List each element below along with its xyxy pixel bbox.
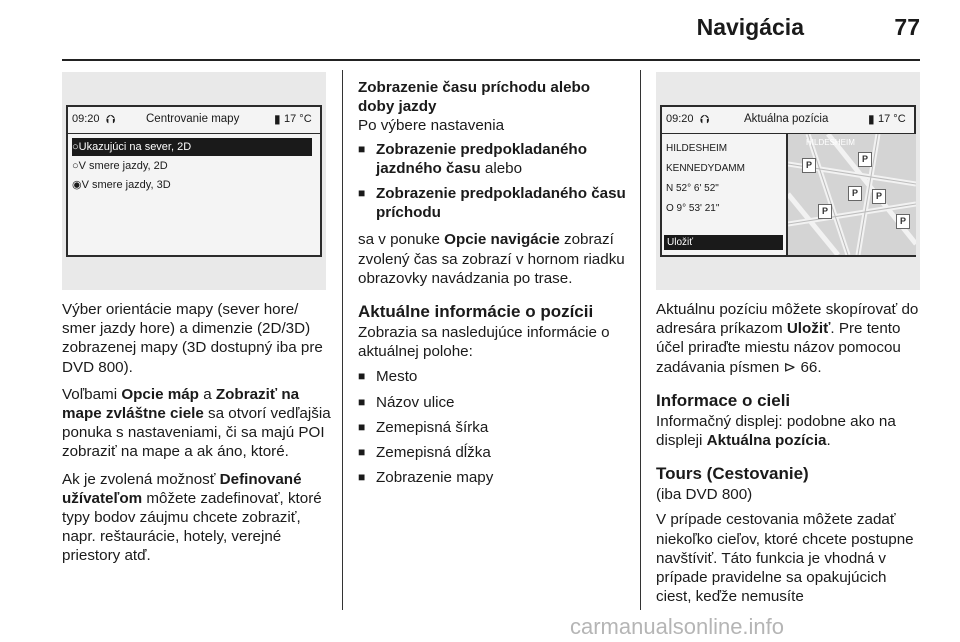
page-section-title: Navigácia <box>696 14 804 40</box>
parking-icon: P <box>858 152 872 167</box>
map-view[interactable] <box>786 134 916 255</box>
page-reference-icon: ⊳ <box>783 358 801 376</box>
info-list <box>358 367 630 487</box>
paragraph: Ak je zvolená možnosť Definované užívateľom môžete zadefinovať, ktoré typy bodov záujmu chcete zobraziť, napr. reštaurácie, hotely, verejné priestory atď. <box>62 470 322 565</box>
paragraph: Zobrazia sa nasledujúce informácie o aktuálnej polohe: <box>358 324 610 361</box>
column-left <box>62 300 334 574</box>
clock: 09:20 <box>666 113 694 125</box>
nav-icon: ⮉ <box>700 112 710 126</box>
parking-icon: P <box>872 189 886 204</box>
parking-icon: P <box>802 158 816 173</box>
paragraph: sa v ponuke Opcie navigácie zobrazí zvolený čas sa zobrazí v hornom riadku obrazovky navádzania po trase. <box>358 231 625 287</box>
latitude: N 52° 6' 52" <box>666 183 719 194</box>
paragraph: Výber orientácie mapy (sever hore/ smer jazdy hore) a dimenzie (2D/3D) zobrazenej mapy (3D dostupný iba pre DVD 800). <box>62 301 323 376</box>
paragraph: Po výbere nastavenia <box>358 117 505 135</box>
nav-icon: ⮉ <box>106 112 116 126</box>
column-divider <box>640 70 641 610</box>
section-heading: Tours (Cestovanie) <box>656 464 809 484</box>
option-heading-2d[interactable]: ○V smere jazdy, 2D <box>72 160 168 172</box>
screen-title: Centrovanie mapy <box>146 113 240 125</box>
parking-icon: P <box>818 204 832 219</box>
status-bar <box>662 107 914 133</box>
option-heading-3d[interactable]: ◉V smere jazdy, 3D <box>72 179 171 191</box>
watermark: carmanualsonline.info <box>570 614 785 639</box>
list-item: ■ Názov ulice <box>358 393 630 412</box>
paragraph: Informačný displej: podobne ako na displeji Aktuálna pozícia. <box>656 412 896 450</box>
settings-list <box>358 140 630 223</box>
column-right <box>656 300 924 614</box>
list-item: ■ Mesto <box>358 367 630 386</box>
status-bar <box>68 107 320 133</box>
paragraph: Voľbami Opcie máp a Zobraziť na mape zvláštne ciele sa otvorí vedľajšia ponuka s nastaveniami, či sa majú POI zobraziť na mape a ak áno, ktoré. <box>62 385 331 461</box>
column-middle <box>358 78 630 495</box>
temperature: 17 °C <box>878 113 906 125</box>
screenshot-frame <box>656 72 920 290</box>
paragraph: (iba DVD 800) <box>656 486 753 504</box>
screen-title: Aktuálna pozícia <box>744 113 829 125</box>
city: HILDESHEIM <box>666 143 728 154</box>
map-city-label: HILDESHEIM <box>806 138 855 147</box>
street: KENNEDYDAMM <box>666 163 745 174</box>
list-item: ■ Zemepisná šírka <box>358 418 630 437</box>
position-info <box>666 139 745 219</box>
save-button[interactable]: Uložiť <box>664 235 783 250</box>
temperature: 17 °C <box>284 113 312 125</box>
section-heading: Informace o cieli <box>656 390 791 410</box>
paragraph: V prípade cestovania môžete zadať niekoľko cieľov, ktoré chcete postupne navštíviť. Táto funkcia je vhodná v prípade pravidelne sa opakujúcich ciest, keďže nemusíte <box>656 511 914 606</box>
subheading: Zobrazenie času príchodu alebo doby jazdy <box>358 79 591 116</box>
longitude: O 9° 53' 21" <box>666 203 720 214</box>
parking-icon: P <box>896 214 910 229</box>
thermometer-icon: ▮ <box>274 112 281 126</box>
list-item: ■ Zobrazenie mapy <box>358 468 630 487</box>
list-item: ■ Zobrazenie predpokladaného jazdného času alebo <box>358 140 630 178</box>
list-item: ■ Zemepisná dĺžka <box>358 443 630 462</box>
map-center-screen <box>66 105 322 257</box>
page-number: 77 <box>894 14 920 40</box>
list-item: ■ Zobrazenie predpokladaného času príchodu <box>358 184 630 222</box>
thermometer-icon: ▮ <box>868 112 875 126</box>
option-north-2d[interactable]: ○Ukazujúci na sever, 2D <box>72 138 312 156</box>
parking-icon: P <box>848 186 862 201</box>
header-rule <box>62 59 920 61</box>
paragraph: Aktuálnu pozíciu môžete skopírovať do adresára príkazom Uložiť. Pre tento účel priraďte miestu názov pomocou zadávania písmen ⊳ 66. <box>656 301 919 376</box>
current-position-screen <box>660 105 916 257</box>
column-divider <box>342 70 343 610</box>
section-heading: Aktuálne informácie o pozícii <box>358 302 594 322</box>
clock: 09:20 <box>72 113 100 125</box>
screenshot-frame <box>62 72 326 290</box>
divider <box>68 133 320 134</box>
